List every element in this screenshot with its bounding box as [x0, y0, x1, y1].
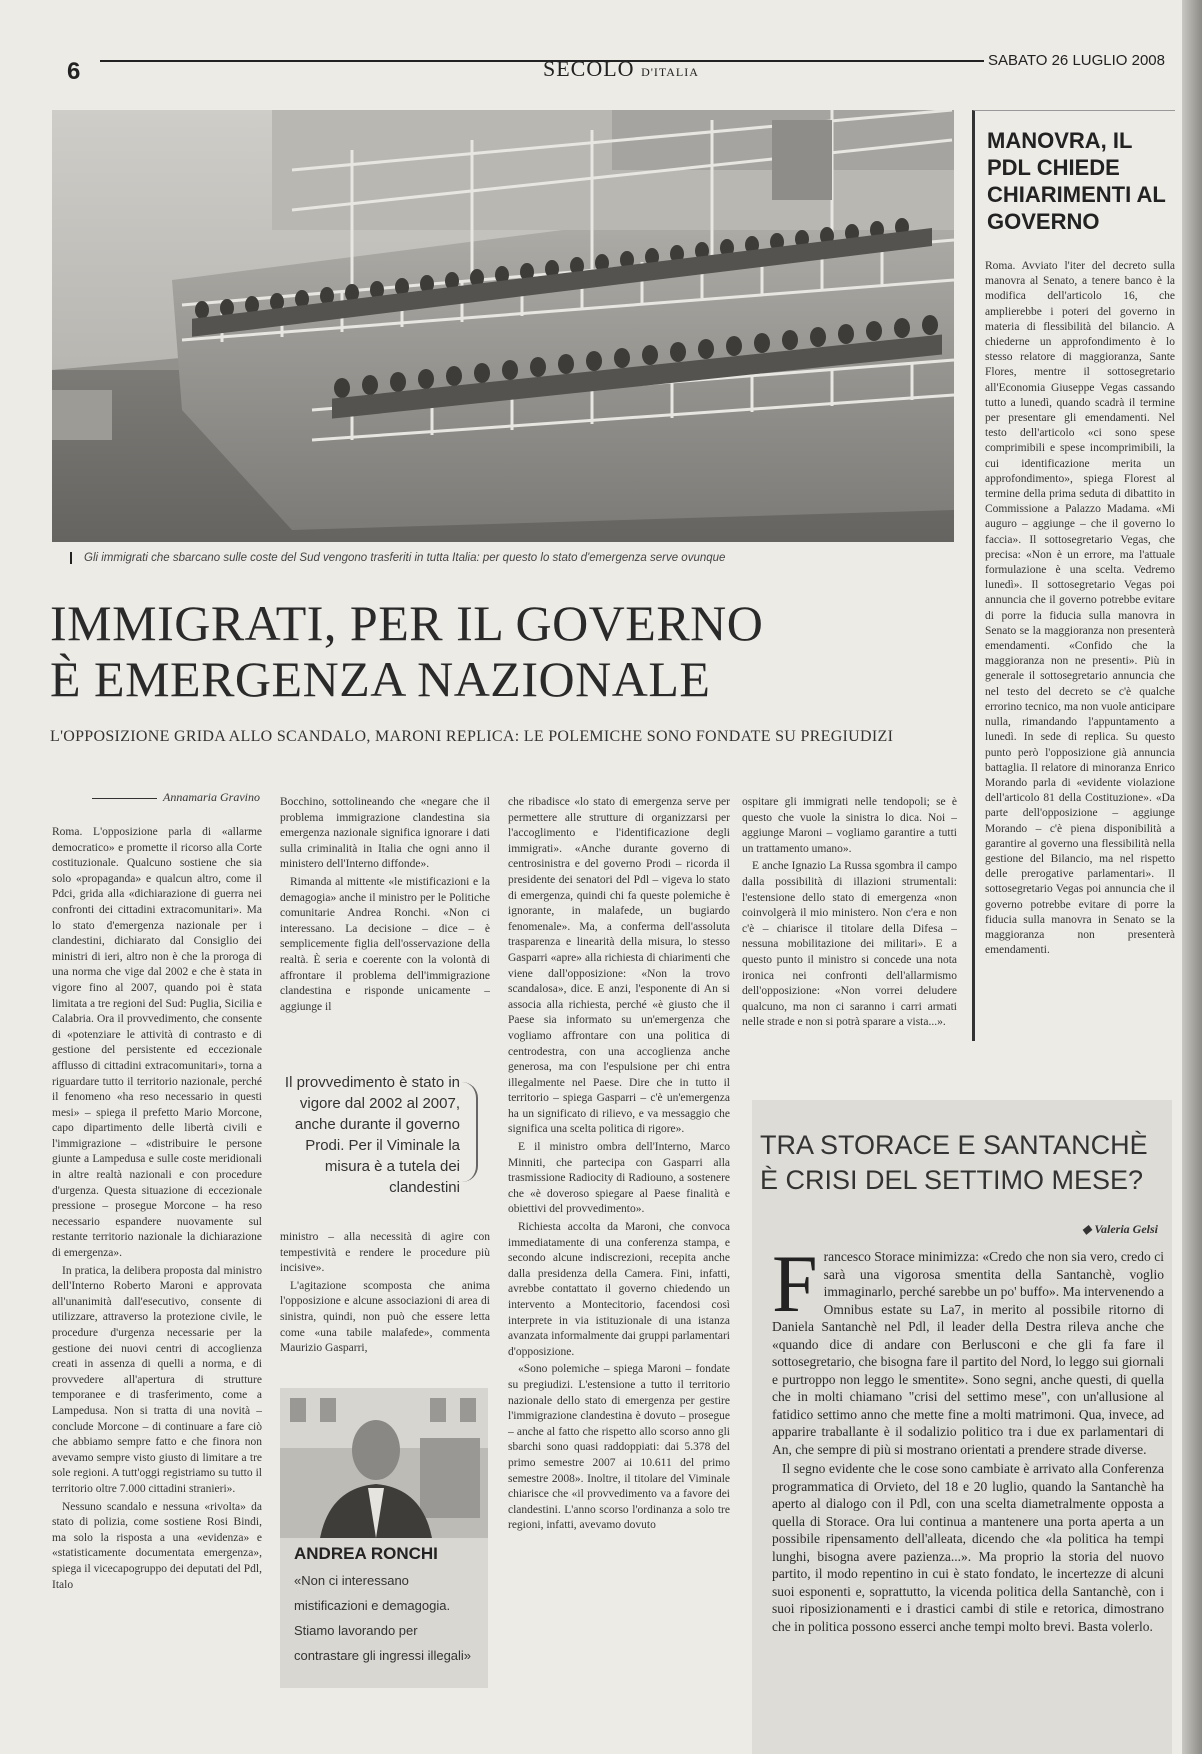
- column-4-paragraph: E anche Ignazio La Russa sgombra il campo dalla possibilità di illazioni strumentali: l'estensione dello stato di emergenza «non coinvolgerà il mio ministero. Non c'era e non c'è – chiarisce il titolare della Difesa – nessuna mobilitazione dei militari». E a questo punto il ministro si concede una nota ironica nei confronti dell'allarmismo dell'opposizione: «Non vorrei deludere qualcuno, ma non ci saranno i carri armati nelle strade e non si potrà sparare a vista...».: [742, 860, 957, 1029]
- dropcap-letter: F: [772, 1248, 818, 1329]
- column-2-paragraph: Bocchino, sottolineando che «negare che il problema immigrazione clandestina sia emergenza nazionale significa ignorare i dati sulla criminalità in Italia che ogni anno il ministero dell'Interno diffonde».: [280, 796, 490, 871]
- article-column-2-bottom: [280, 1230, 490, 1380]
- second-title-line-2: È CRISI DEL SETTIMO MESE?: [760, 1165, 1144, 1195]
- ronchi-portrait-photo: [280, 1388, 488, 1538]
- masthead-main: SECOLO: [543, 56, 635, 81]
- column-2-paragraph: L'agitazione scomposta che anima l'opposizione e alcune associazioni di area di sinistra, quindi, non può che essere letta come «una tabile malafede», commenta Maurizio Gasparri,: [280, 1279, 490, 1355]
- ronchi-quote-text: «Non ci interessano mistificazioni e demagogia. Stiamo lavorando per contrastare gli ingressi illegali»: [294, 1573, 472, 1663]
- second-article-title: [760, 1128, 1170, 1198]
- second-article-paragraph: Il segno evidente che le cose sono cambiate è arrivato alla Conferenza programmatica di Orvieto, del 18 e 20 luglio, quando la Santanchè ha aperto al dialogo con il Pdl, con una scelta diametralmente opposta a quella di Storace. Ora lui continua a mantenere una porta aperta a un possibile ripensamento dell'alleata, dicendo che «la politica ha tempi lunghi, bisogna avere pazienza...». Ma proprio la storia del nuovo partito, il modo repentino in cui è stato fondato, le incertezze di alcuni suoi esponenti e, soprattutto, la vicenda politica della Santanchè, con i suoi riposizionamenti e i drastici cambi di stile e retorica, dimostrano che in politica possono esserci anche tempi molto brevi. Basta volerlo.: [772, 1461, 1164, 1634]
- article-column-3: [508, 795, 730, 1750]
- main-headline: [50, 595, 960, 707]
- second-article-byline: ◆ Valeria Gelsi: [1082, 1222, 1158, 1236]
- ronchi-name: ANDREA RONCHI: [294, 1544, 438, 1563]
- pull-quote: Il provvedimento è stato in vigore dal 2002 al 2007, anche durante il governo Prodi. Per il Viminale la misura è a tutela dei clandestini: [284, 1074, 460, 1196]
- second-article-text: [772, 1248, 1164, 1748]
- article-column-2-top: [280, 795, 490, 1053]
- article-byline: Annamaria Gravino: [70, 790, 260, 805]
- column-2-paragraph: Rimanda al mittente «le mistificazioni e la demagogia» anche il ministro per le Politiche comunitarie Andrea Ronchi. «Non ci interessano. La decisione – dice – è semplicemente figlia dell'osservazione della realtà. È seria e coerente con la volontà di affrontare il problema dell'immigrazione clandestina e risponde unicamente – aggiunge il: [280, 875, 490, 1013]
- column-1-paragraph: Nessuno scandalo e nessuna «rivolta» da stato di polizia, come sostiene Rosi Bindi, ma solo la risposta a una «evidenza» e «statisticamente documentata emergenza», spiega il vicecapogruppo dei deputati del Pdl, Italo: [52, 1500, 262, 1591]
- sidebar-title: MANOVRA, IL PDL CHIEDE CHIARIMENTI AL GOVERNO: [987, 128, 1166, 234]
- headline-line-1: IMMIGRATI, PER IL GOVERNO: [50, 595, 764, 651]
- column-3-paragraph: Richiesta accolta da Maroni, che convoca immediatamente di una conferenza stampa, e secondo alcune indiscrezioni, recepita anche dalla presidenza della Camera. Fini, infatti, avrebbe contattato il governo chiedendo un intervento a Montecitorio, facendosi così interprete in via istituzionale di una istanza avanzata informalmente dai gruppi parlamentari d'opposizione.: [508, 1221, 730, 1358]
- subheadline: L'OPPOSIZIONE GRIDA ALLO SCANDALO, MARONI REPLICA: LE POLEMICHE SONO FONDATE SU PREGIUDIZI: [50, 728, 894, 745]
- article-column-1: [52, 825, 262, 1750]
- second-article-paragraph: [772, 1248, 1164, 1458]
- sidebar-text: [985, 259, 1175, 1039]
- ronchi-quote-box: [280, 1388, 488, 1688]
- storace-santanche-box: [752, 1100, 1172, 1754]
- column-3-paragraph: E il ministro ombra dell'Interno, Marco Minniti, che partecipa con Gasparri alla trasmissione Radiocity di Radiouno, a sostenere che «è doveroso spiegare al Paese finalità e obiettivi del provvedimento».: [508, 1141, 730, 1216]
- second-article-lead: rancesco Storace minimizza: «Credo che non sia vero, credo ci sarà una vigorosa smentita della Santanchè, voglio immaginarlo, perché sarebbe un po' buffo». Ma intervenendo a Omnibus estate su La7, in merito al possibile ritorno di Daniela Santanchè nel Pdl, il leader della Destra rileva anche che «quando dice di andare con Berlusconi e che gli fa fare il sottosegretario, che bisogna fare il partito del Nord, lo leggo sui giornali e purtroppo non leggo le smentite». Sono segni, anche questi, di quella che in molti chiamano "crisi del settimo mese", con un'allusione al fatidico settimo anno che mette fine a molti matrimoni. Qua, invece, ad apparire traballante è il sodalizio politico tra i due ex parlamentari di An, che sempre di più si mostrano orientati a prendere strade diverse.: [772, 1249, 1164, 1457]
- second-byline-name: Valeria Gelsi: [1094, 1222, 1158, 1236]
- column-2-paragraph: ministro – alla necessità di agire con tempestività e rendere le procedure più incisive».: [280, 1231, 490, 1275]
- column-1-paragraph: In pratica, la delibera proposta dal ministro dell'Interno Roberto Maroni e approvata all'unanimità dall'esecutivo, consente di utilizzare, attraverso la protezione civile, le procedure d'urgenza necessarie per la gestione dei nuovi centri di accoglienza creati in assenza di quelli a norma, e di provvedere all'apertura di strutture temporanee e di trasferimento, come a Lampedusa. Non si tratta di una novità – conclude Morcone – di continuare a fare ciò che abbiamo sempre fatto e che finora non avevamo sempre visto giusto di limitare a tre sole regioni. A tutt'oggi registriamo su tutto il territorio oltre 7.000 cittadini stranieri».: [52, 1264, 262, 1495]
- page-number: 6: [67, 58, 81, 85]
- photo-caption: Gli immigrati che sbarcano sulle coste del Sud vengono trasferiti in tutta Italia: per questo lo stato d'emergenza serve ovunque: [70, 552, 964, 564]
- column-1-paragraph: Roma. L'opposizione parla di «allarme democratico» e promette il ricorso alla Corte costituzionale. Qualcuno sostiene che sia solo «propaganda» e qualcun altro, come il Pdci, grida alla «dichiarazione di guerra nei confronti dei cittadini extracomunitari». Ma lo stato d'emergenza nazionale per i clandestini, dichiarato dal Consiglio dei ministri di ieri, altro non è che la proroga di una norma che vige dal 2002 e che è stata in vigore fino al 2007, quando poi è stata limitata a tre regioni del Sud: Puglia, Sicilia e Calabria. Ora il provvedimento, che consente di «potenziare le attività di contrasto e di gestione del persistente ed eccezionale afflusso di cittadini extracomunitari», torna a riguardare tutto il territorio nazionale, perché il fenomeno «ha reso necessario in questi mesi» – spiega il prefetto Mario Morcone, capo dipartimento delle libertà civili e l'immigrazione – «distribuire le persone giunte a Lampedusa e sulle coste meridionali in altre realtà nazionali e con procedure d'urgenza. Questa situazione di eccezionale pressione – prosegue Morcone – ha reso necessario espandere nuovamente sul restante territorio nazionale la dichiarazione di emergenza».: [52, 826, 262, 1260]
- issue-date: SABATO 26 LUGLIO 2008: [984, 52, 1165, 69]
- page-header: [55, 52, 1165, 88]
- sidebar-manovra: [972, 110, 1175, 1041]
- sidebar-paragraph: Roma. Avviato l'iter del decreto sulla manovra al Senato, a tenere banco è la modifica dell'articolo 16, che amplierebbe i poteri del governo in materia di flessibilità del bilancio. A chiederne un approfondimento è lo stesso relatore di maggioranza, Sante Flores, mentre il sottosegretario all'Economia Giuseppe Vegas cassando tutto a lunedì, quando scadrà il termine per presentare gli emendamenti. Nel testo dell'articolo «ci sono spese comprimibili e spese incomprimibili, la cui identificazione merita un approfondimento», spiega Florest al termine della prima seduta di dibattito in Commissione a Palazzo Madama. «Mi auguro – aggiunge – che il governo lo faccia». Il sottosegretario Vegas, che precisa: «Non è un errore, ma l'attuale formulazione è una scelta. Vedremo lunedì». Il sottosegretario Vegas poi annuncia che il governo potrebbe evitare di porre la fiducia sulla manovra in Senato se la maggioranza non presenterà emendamenti. «Confido che la maggioranza non ne presenti». Più in generale il sottosegretario annuncia che nel testo del decreto se c'è qualche errorino tecnico, ma non vuole anticipare nulla, rimandando l'appuntamento a lunedì. In sede di replica. Su questo punto però l'opposizione già annuncia battaglia. Il relatore di minoranza Enrico Morando parla di «evidente violazione dell'articolo 81 della Costituzione». «Da parte dell'opposizione – aggiunge Morando – c'è piena disponibilità a garantire al governo una flessibilità nella gestione del Bilancio, ma nel rispetto delle prerogative parlamentari». Il sottosegretario Vegas poi annuncia che il governo potrebbe evitare di porre la fiducia sulla manovra in Senato se la maggioranza non presenterà emendamenti.: [985, 260, 1175, 957]
- page-binding-edge: [1182, 0, 1202, 1754]
- masthead: [543, 56, 699, 82]
- second-title-line-1: TRA STORACE E SANTANCHÈ: [760, 1130, 1148, 1160]
- headline-line-2: È EMERGENZA NAZIONALE: [50, 651, 711, 707]
- migrant-boat-photo: [52, 110, 954, 542]
- pull-quote-brace: [462, 1082, 478, 1182]
- column-3-paragraph: «Sono polemiche – spiega Maroni – fondate su pregiudizi. L'estensione a tutto il territorio nazionale dello stato di emergenza per gestire l'immigrazione clandestina è dovuto – prosegue – anche al fatto che rispetto allo scorso anno gli sbarchi sono quasi raddoppiati: dai 5.378 del primo semestre 2007 ai 10.611 del primo semestre 2008». Inoltre, il titolare del Viminale chiarisce che «il provvedimento va a favore dei clandestini. L'anno scorso l'ordinanza a solo tre regioni, infatti, avevamo dovuto: [508, 1363, 730, 1532]
- article-column-4: [742, 795, 957, 1085]
- column-4-paragraph: ospitare gli immigrati nelle tendopoli; se è questo che vuole la sinistra lo dica. Noi – aggiunge Maroni – vogliamo garantire a tutti un trattamento umano».: [742, 796, 957, 855]
- column-3-paragraph: che ribadisce «lo stato di emergenza serve per permettere alle strutture di organizzarsi per l'accoglimento e l'identificazione degli immigrati». «Anche durante governo di centrosinistra e del governo Prodi – ricorda il presidente dei senatori del Pdl – vigeva lo stato di emergenza, quindi chi fa queste polemiche è ignorante, in malafede, un bugiardo fenomenale». Ma, a conferma dell'assoluta trasparenza e linearità della misura, lo stesso Gasparri «apre» alla richiesta di chiarimenti che viene dall'opposizione: «Non la trovo scandalosa», dice. E anzi, l'esponente di An si associa alla richiesta, perché «è giusto che il Paese sia informato su un'emergenza che vogliamo affrontare con una politica di centrodestra, con una accoglienza anche generosa, ma con l'espulsione per chi entra illegalmente nel Paese. Dire che in tutto il territorio – spiega Gasparri – c'è un'emergenza ha un significato di rilievo, e va messaggio che significa una scelta politica di rigore».: [508, 796, 730, 1136]
- masthead-small: D'ITALIA: [641, 65, 699, 79]
